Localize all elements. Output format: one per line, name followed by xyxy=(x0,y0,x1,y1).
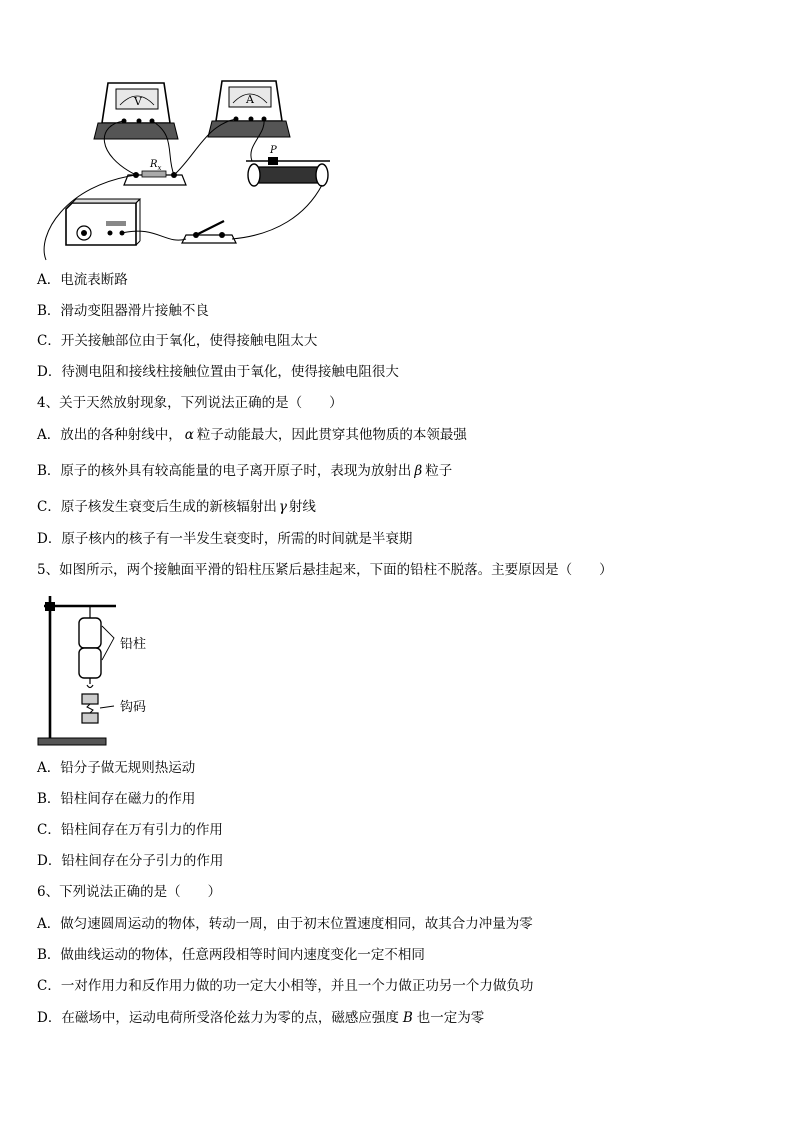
ammeter xyxy=(208,81,290,137)
lower-lead-cylinder xyxy=(79,648,101,678)
resistor-subscript: x xyxy=(157,164,162,172)
q4-option-b: B．原子的核外具有较高能量的电子离开原子时，表现为放射出 β 粒子 xyxy=(37,463,453,479)
circuit-figure xyxy=(36,75,336,265)
q4-option-d: D．原子核内的核子有一半发生衰变时，所需的时间就是半衰期 xyxy=(37,531,413,547)
q3-option-d: D．待测电阻和接线柱接触位置由于氧化，使得接触电阻很大 xyxy=(37,364,399,380)
knife-switch xyxy=(182,221,236,243)
weight-lower xyxy=(82,713,98,723)
q3-option-c: C．开关接触部位由于氧化，使得接触电阻太大 xyxy=(37,333,318,349)
svg-text:Rx xyxy=(149,159,162,172)
stand-base xyxy=(38,738,106,745)
rheostat xyxy=(246,145,330,186)
voltmeter-symbol: V xyxy=(134,95,142,108)
lead-cylinder-figure xyxy=(36,590,166,750)
slider-label: P xyxy=(270,145,277,156)
q5-option-d: D．铅柱间存在分子引力的作用 xyxy=(37,853,224,869)
q3-option-b: B．滑动变阻器滑片接触不良 xyxy=(37,303,209,319)
q6-option-d: D．在磁场中，运动电荷所受洛伦兹力为零的点，磁感应强度 B 也一定为零 xyxy=(37,1010,485,1026)
weight-upper xyxy=(82,694,98,704)
q4-option-c: C．原子核发生衰变后生成的新核辐射出 γ 射线 xyxy=(37,499,316,515)
beta-symbol: β xyxy=(414,463,423,479)
alpha-symbol: α xyxy=(184,427,194,443)
ammeter-symbol: A xyxy=(246,93,254,106)
b-symbol: B xyxy=(402,1010,413,1026)
q4-option-a: A．放出的各种射线中， α 粒子动能最大，因此贯穿其他物质的本领最强 xyxy=(37,427,467,443)
gamma-symbol: γ xyxy=(278,499,287,515)
q5-stem: 5、如图所示，两个接触面平滑的铅柱压紧后悬挂起来，下面的铅柱不脱落。主要原因是（ ） xyxy=(37,562,613,578)
lead-label: 铅柱 xyxy=(120,637,147,652)
resistor-label: R xyxy=(150,159,158,170)
q6-option-c: C．一对作用力和反作用力做的功一定大小相等，并且一个力做正功另一个力做负功 xyxy=(37,978,534,994)
q4-stem: 4、关于天然放射现象，下列说法正确的是（ ） xyxy=(37,395,343,411)
q3-option-a: A．电流表断路 xyxy=(37,272,128,288)
upper-lead-cylinder xyxy=(79,618,101,648)
power-supply xyxy=(66,199,140,245)
weight-label: 钩码 xyxy=(120,700,147,715)
q6-stem: 6、下列说法正确的是（ ） xyxy=(37,884,222,900)
hook-icon xyxy=(87,678,93,688)
q6-option-a: A．做匀速圆周运动的物体，转动一周，由于初末位置速度相同，故其合力冲量为零 xyxy=(37,916,533,932)
q5-option-c: C．铅柱间存在万有引力的作用 xyxy=(37,822,223,838)
q5-option-b: B．铅柱间存在磁力的作用 xyxy=(37,791,196,807)
q5-option-a: A．铅分子做无规则热运动 xyxy=(37,760,196,776)
q6-option-b: B．做曲线运动的物体，任意两段相等时间内速度变化一定不相同 xyxy=(37,947,425,963)
